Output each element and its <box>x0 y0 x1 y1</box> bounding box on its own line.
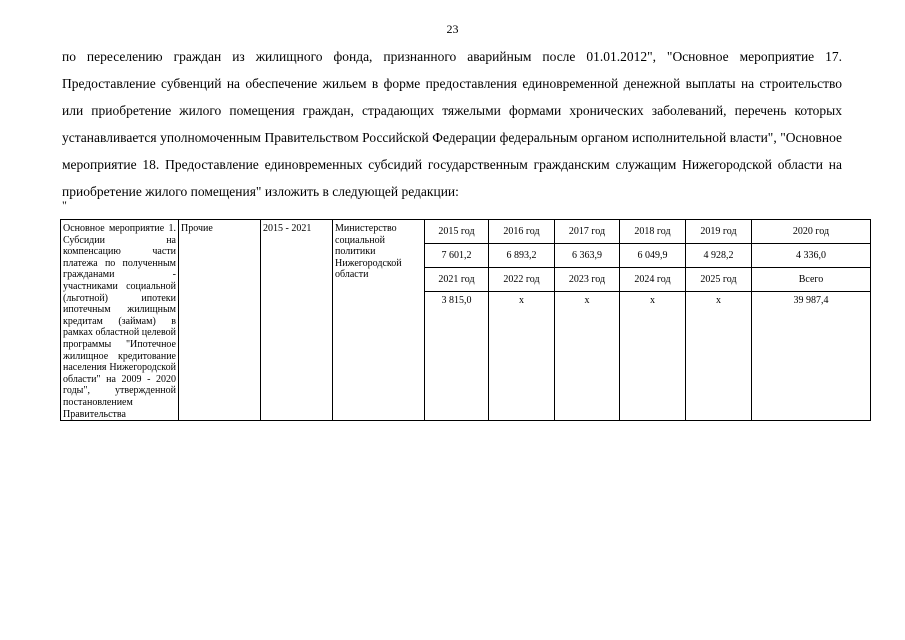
amount-value: x <box>650 295 655 306</box>
category-text: Прочие <box>181 223 213 234</box>
amount-cell: 4 336,0 <box>752 244 871 268</box>
year-header: 2023 год <box>555 268 620 292</box>
category-cell <box>179 220 261 421</box>
period-text: 2015 - 2021 <box>263 223 312 234</box>
year-header: 2018 год <box>620 220 686 244</box>
amount-cell <box>489 292 555 421</box>
body-paragraph: по переселению граждан из жилищного фонда, признанного аварийным после 01.01.2012", "Основное мероприятие 17. Предоставление субвенций на обеспечение жильем в форме предоставления единовременной денежной выплаты на строительство или приобретение жилого помещения граждан, страдающих тяжелыми формами хронических заболеваний, перечень которых устанавливается уполномоченным Правительством Российской Федерации федеральным органом исполнительной власти", "Основное мероприятие 18. Предоставление единовременных субсидий государственным гражданским служащим Нижегородской области на приобретение жилого помещения" изложить в следующей редакции: <box>62 49 842 199</box>
amount-cell <box>425 292 489 421</box>
executor-cell <box>333 220 425 421</box>
amount-cell: 4 928,2 <box>686 244 752 268</box>
year-header: 2024 год <box>620 268 686 292</box>
program-funding-table <box>60 219 871 421</box>
amount-cell: 7 601,2 <box>425 244 489 268</box>
amount-cell: 6 049,9 <box>620 244 686 268</box>
amount-value: x <box>584 295 590 306</box>
year-header: 2022 год <box>489 268 555 292</box>
executor-text: Министерство социальной политики Нижегородской области <box>335 223 402 281</box>
year-header: 2021 год <box>425 268 489 292</box>
total-cell <box>752 292 871 421</box>
years-row-1 <box>61 220 871 244</box>
year-header: 2017 год <box>555 220 620 244</box>
page-number: 23 <box>446 22 459 36</box>
period-cell <box>261 220 333 421</box>
amount-value: x <box>519 295 524 306</box>
amount-cell <box>620 292 686 421</box>
year-header: 2019 год <box>686 220 752 244</box>
opening-quote-mark: " <box>62 198 67 212</box>
amount-cell: 6 893,2 <box>489 244 555 268</box>
year-header: 2025 год <box>686 268 752 292</box>
year-header: 2020 год <box>752 220 871 244</box>
amount-cell <box>555 292 620 421</box>
year-header: 2016 год <box>489 220 555 244</box>
activity-cell <box>61 220 179 421</box>
amount-value: x <box>716 295 721 306</box>
total-value: 39 987,4 <box>793 295 829 306</box>
amount-cell <box>686 292 752 421</box>
amount-cell: 6 363,9 <box>555 244 620 268</box>
year-header: 2015 год <box>425 220 489 244</box>
activity-description: Основное мероприятие 1. Субсидии на компенсацию части платежа по полученным гражданами - участниками социальной (льготной) ипотеки ипотечным жилищным кредитам (займам) в рамках областной целевой программы "Ипотечное жилищное кредитование населения Нижегородской области" на 2009 - 2020 годы", утвержденной постановлением Правительства <box>63 223 176 420</box>
amount-value: 3 815,0 <box>441 295 472 306</box>
total-header: Всего <box>752 268 871 292</box>
